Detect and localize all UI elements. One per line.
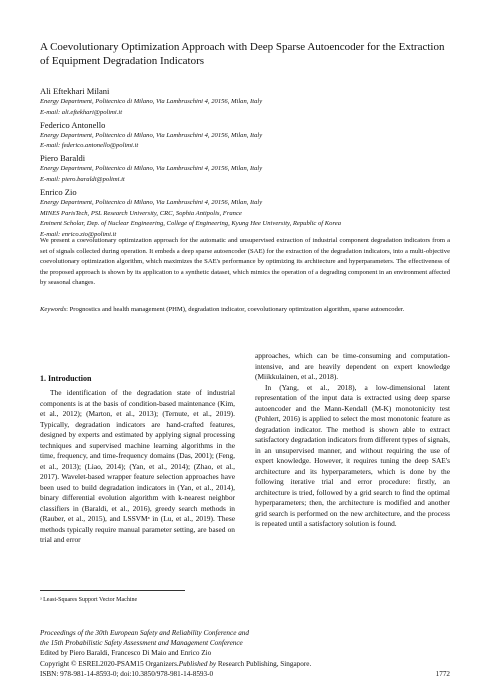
keywords	[40, 305, 450, 316]
author-block	[40, 120, 450, 153]
author-email: E-mail: enrico.zio@polimi.it	[40, 231, 117, 239]
copyright-line	[40, 659, 450, 669]
page-footer	[40, 628, 450, 679]
author-email: E-mail: federico.antonello@polimi.it	[40, 142, 139, 150]
copyright-published: Published by	[178, 659, 217, 668]
page-number: 1772	[435, 669, 450, 678]
author-name: Ali Eftekhari Milani	[40, 86, 110, 96]
copyright-publisher: Research Publishing, Singapore.	[216, 659, 312, 668]
body-paragraph: In (Yang, et al., 2018), a low-dimensional latent representation of the input data is extracted using deep sparse autoencoder and the Mann-Kendall (M-K) monotonicity test (Pohlert, 2016) is applied to select the most monotonic feature as degradation indicator. The method is shown able to extract satisfactory degradation indicators from different types of signals, in an unsupervised manner, and without requiring the use of expert knowledge. However, it requires tuning the deep SAE's architecture and its hyperparameters, which is done by the following iterative trial and error procedure: firstly, an architecture is tried, followed by a grid search to find the optimal hyperparameters; then, the architecture is modified and another grid search is performed on the new architecture, and the process is repeated until a satisfactory solution is found.	[255, 382, 450, 528]
right-column	[255, 351, 450, 530]
author-email: E-mail: ali.eftekhari@polimi.it	[40, 108, 123, 116]
author-list	[40, 86, 450, 242]
left-column	[40, 373, 235, 546]
proceedings-line: Proceedings of the 30th European Safety and Reliability Conference and	[40, 629, 249, 637]
editors-line: Edited by Piero Baraldi, Francesco Di Maio and Enrico Zio	[40, 649, 212, 658]
abstract: We present a coevolutionary optimization approach for the automatic and unsupervised extraction of industrial component degradation indicators from a set of signals collected during operation. It embeds a deep sparse autoencoder (SAE) for the extraction of the degradation indicators, into a multi-objective coevolutionary optimization algorithm, which maximizes the SAE's performance by optimizing its architecture and hyperparameters. The effectiveness of the proposed approach is shown by its application to a synthetic dataset, which mimics the operation of a degrading component in an environment affected by seasonal changes.	[40, 237, 450, 287]
author-affiliation: Energy Department, Politecnico di Milano, Via Lambruschini 4, 20156, Milan, Italy	[40, 198, 263, 206]
author-affiliation: Energy Department, Politecnico di Milano, Via Lambruschini 4, 20156, Milan, Italy	[40, 165, 263, 173]
proceedings-line: the 15th Probabilistic Safety Assessment and Management Conference	[40, 639, 243, 648]
author-affiliation: MINES ParisTech, PSL Research University, CRC, Sophia Antipolis, France	[40, 209, 242, 217]
author-affiliation: Eminent Scholar, Dep. of Nuclear Engineering, College of Engineering, Kyung Hee University, Republic of Korea	[40, 220, 341, 228]
keywords-text: : Prognostics and health management (PHM), degradation indicator, coevolutionary optimization algorithm, sparse autoencoder.	[66, 306, 405, 313]
footnote-rule	[40, 590, 185, 591]
author-email: E-mail: piero.baraldi@polimi.it	[40, 175, 125, 183]
copyright-prefix: Copyright © ESREL2020-PSAM15 Organizers.	[40, 659, 179, 668]
author-name: Enrico Zio	[40, 186, 77, 197]
author-block	[40, 153, 450, 186]
body-paragraph: approaches, which can be time-consuming and computation-intensive, and are heavily dependent on expert knowledge (Miikkulainen, et al., 2018).	[255, 351, 450, 381]
body-paragraph: The identification of the degradation state of industrial components is at the basis of condition-based maintenance (Kim, et al., 2012); (Marton, et al., 2013); (Ternute, et al., 2019). Typically, degradation indicators are hand-crafted features, designed by experts and estimated by applying signal processing techniques and supervised machine learning algorithms in the time, frequency, and time-frequency domains (Das, 2001); (Feng, et al., 2013); (Liao, 2014); (Yan, et al., 2014); (Zhao, et al., 2017). Wavelet-based wrapper feature selection approaches have been used to build degradation indicators in (Yan, et al., 2014), binary differential evolution algorithm with k-nearest neighbor classifiers in (Baraldi, et al., 2016), greedy search methods in (Rauber, et al., 2015), and LSSVMᵃ in (Lu, et al., 2019). These methods typically require manual parameter setting, are based on trial and error	[40, 388, 235, 544]
section-heading: 1. Introduction	[40, 374, 92, 383]
footnote: ᵃ Least-Squares Support Vector Machine	[40, 597, 138, 603]
keywords-label: Keywords	[40, 306, 67, 313]
isbn-line: ISBN: 978-981-14-8593-0; doi:10.3850/978-981-14-8593-0	[40, 669, 214, 678]
author-name: Federico Antonello	[40, 119, 106, 130]
paper-title: A Coevolutionary Optimization Approach with Deep Sparse Autoencoder for the Extraction of Equipment Degradation Indicators	[40, 41, 445, 67]
author-name: Piero Baraldi	[40, 153, 86, 164]
author-block	[40, 187, 450, 241]
author-block	[40, 86, 450, 119]
author-affiliation: Energy Department, Politecnico di Milano, Via Lambruschini 4, 20156, Milan, Italy	[40, 131, 263, 139]
author-affiliation: Energy Department, Politecnico di Milano, Via Lambruschini 4, 20156, Milan, Italy	[40, 98, 263, 105]
